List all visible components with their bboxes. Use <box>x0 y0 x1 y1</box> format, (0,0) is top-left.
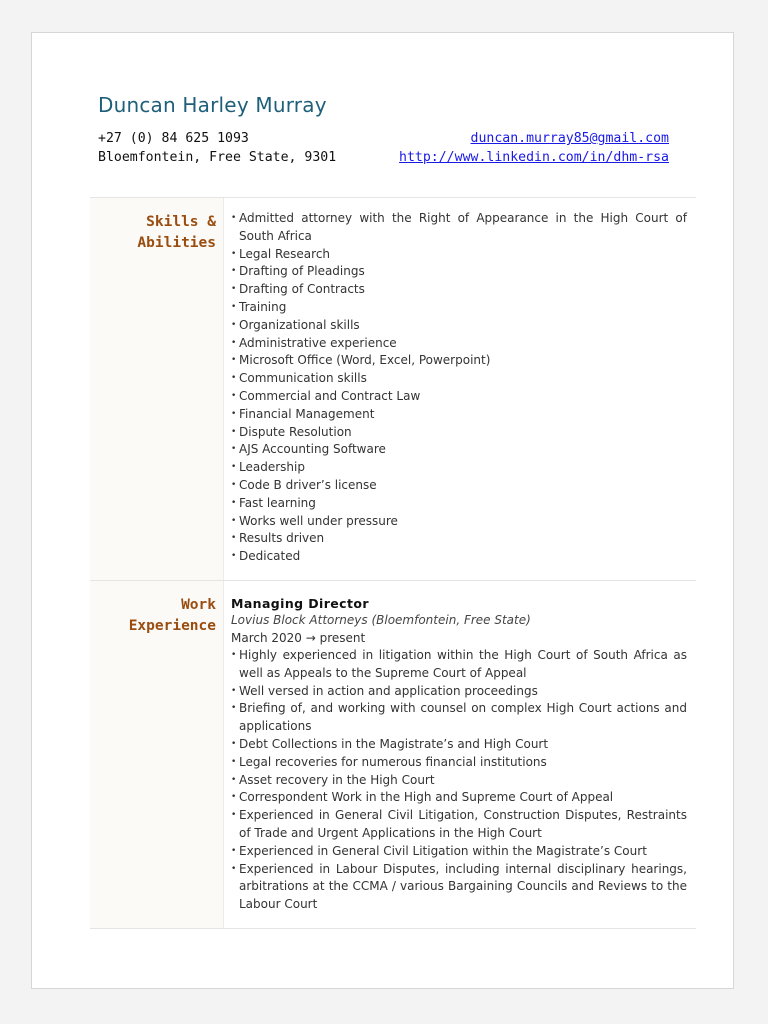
skills-heading-line2: Abilities <box>137 235 216 251</box>
list-item: • Experienced in General Civil Litigation within the Magistrate’s Court <box>231 843 687 861</box>
employer: Lovius Block Attorneys (Bloemfontein, Free State) <box>231 613 531 627</box>
list-item: • Experienced in Labour Disputes, including internal disciplinary hearings, arbitrations at the CCMA / various Bargaining Councils and Reviews to the Labour Court <box>231 861 687 914</box>
address: Bloemfontein, Free State, 9301 <box>98 150 337 165</box>
experience-heading-line1: Work <box>181 597 216 613</box>
list-item: • Legal Research <box>231 246 687 264</box>
skills-list <box>231 210 687 566</box>
list-item: • Works well under pressure <box>231 513 687 531</box>
email-link[interactable]: duncan.murray85@gmail.com <box>470 131 669 146</box>
experience-heading-line2: Experience <box>128 618 216 634</box>
skills-heading-line1: Skills & <box>146 214 216 230</box>
resume-page <box>31 32 734 989</box>
list-item: • Debt Collections in the Magistrate’s and High Court <box>231 736 687 754</box>
list-item: • Legal recoveries for numerous financial institutions <box>231 754 687 772</box>
resume-name: Duncan Harley Murray <box>98 93 327 117</box>
list-item: • Leadership <box>231 459 687 477</box>
section-label-column <box>90 198 224 581</box>
list-item: • Highly experienced in litigation within the High Court of South Africa as well as Appeals to the Supreme Court of Appeal <box>231 647 687 683</box>
list-item: • Commercial and Contract Law <box>231 388 687 406</box>
list-item: • Well versed in action and application proceedings <box>231 683 687 701</box>
experience-content <box>231 593 687 914</box>
list-item: • Briefing of, and working with counsel on complex High Court actions and applications <box>231 700 687 736</box>
list-item: • Financial Management <box>231 406 687 424</box>
list-item: • Code B driver’s license <box>231 477 687 495</box>
experience-heading <box>90 595 216 637</box>
list-item: • Results driven <box>231 530 687 548</box>
list-item: • AJS Accounting Software <box>231 441 687 459</box>
list-item: • Experienced in General Civil Litigation, Construction Disputes, Restraints of Trade and Urgent Applications in the High Court <box>231 807 687 843</box>
list-item: • Administrative experience <box>231 335 687 353</box>
list-item: • Drafting of Contracts <box>231 281 687 299</box>
list-item: • Correspondent Work in the High and Supreme Court of Appeal <box>231 789 687 807</box>
section-divider <box>90 928 696 929</box>
list-item: • Drafting of Pleadings <box>231 263 687 281</box>
list-item: • Training <box>231 299 687 317</box>
job-title: Managing Director <box>231 596 369 611</box>
skills-content <box>231 210 687 566</box>
skills-heading <box>90 212 216 254</box>
list-item: • Asset recovery in the High Court <box>231 772 687 790</box>
list-item: • Communication skills <box>231 370 687 388</box>
list-item: • Dispute Resolution <box>231 424 687 442</box>
linkedin-link[interactable]: http://www.linkedin.com/in/dhm-rsa <box>399 150 669 165</box>
job-dates: March 2020 → present <box>231 630 366 645</box>
experience-section <box>90 580 696 929</box>
list-item: • Dedicated <box>231 548 687 566</box>
list-item: • Fast learning <box>231 495 687 513</box>
list-item: • Organizational skills <box>231 317 687 335</box>
phone-number: +27 (0) 84 625 1093 <box>98 131 249 146</box>
list-item: • Microsoft Office (Word, Excel, Powerpoint) <box>231 352 687 370</box>
list-item: • Admitted attorney with the Right of Appearance in the High Court of South Africa <box>231 210 687 246</box>
experience-list <box>231 647 687 914</box>
skills-section <box>90 197 696 581</box>
